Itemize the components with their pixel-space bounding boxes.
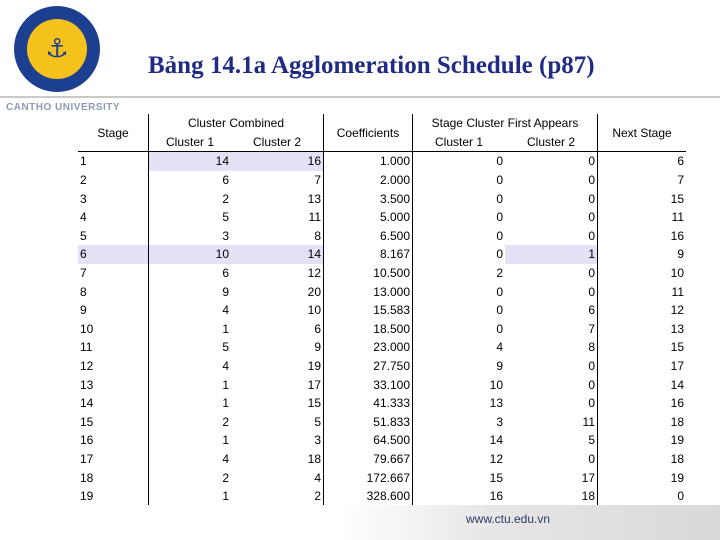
cell-fa-cluster-1: 9 [496, 359, 503, 374]
cell-fa-cluster-1: 0 [413, 152, 506, 171]
cell-cluster-2: 2 [231, 487, 324, 506]
cell-cluster-2: 18 [231, 450, 324, 469]
header-coefficients: Coefficients [324, 114, 413, 152]
header-cluster-combined: Cluster Combined [149, 114, 324, 133]
table-row [78, 189, 686, 208]
cell-fa-cluster-1: 0 [496, 228, 503, 243]
cell-fa-cluster-2: 0 [505, 450, 598, 469]
cell-next-stage: 6 [598, 152, 687, 171]
table-row [78, 171, 686, 190]
cell-coefficient: 10.500 [324, 264, 413, 283]
cell-cluster-2: 4 [231, 468, 324, 487]
table-row [78, 487, 686, 506]
cell-fa-cluster-1: 2 [496, 266, 503, 281]
cell-next-stage: 19 [670, 433, 684, 448]
cell-fa-cluster-1: 10 [489, 377, 503, 392]
cell-cluster-2: 20 [231, 282, 324, 301]
cell-fa-cluster-1: 4 [496, 340, 503, 355]
cell-coefficient: 27.750 [324, 357, 413, 376]
cell-coefficient: 8.167 [324, 245, 413, 264]
table-row [78, 301, 686, 320]
cell-fa-cluster-2: 0 [505, 357, 598, 376]
cell-coefficient: 3.500 [324, 189, 413, 208]
cell-fa-cluster-2: 1 [505, 245, 598, 264]
cell-coefficient: 6.500 [324, 227, 413, 246]
cell-next-stage: 19 [670, 470, 684, 485]
header-divider [0, 96, 720, 98]
cell-next-stage: 18 [670, 414, 684, 429]
cell-cluster-1: 6 [222, 173, 229, 188]
cell-cluster-2: 10 [231, 301, 324, 320]
cell-cluster-2: 15 [231, 394, 324, 413]
cell-next-stage: 7 [677, 173, 684, 188]
cell-cluster-1: 9 [222, 284, 229, 299]
cell-next-stage: 11 [671, 210, 684, 225]
cell-next-stage: 16 [670, 228, 684, 243]
cell-fa-cluster-1: 0 [496, 303, 503, 318]
cell-fa-cluster-2: 0 [505, 282, 598, 301]
cell-stage: 1 [78, 152, 149, 171]
cell-cluster-2: 14 [231, 245, 324, 264]
table-row [78, 245, 686, 264]
cell-fa-cluster-1: 14 [489, 433, 503, 448]
table-body [78, 152, 686, 506]
cell-cluster-2: 16 [231, 152, 324, 171]
cell-coefficient: 51.833 [324, 413, 413, 432]
cell-next-stage: 12 [670, 303, 684, 318]
cell-cluster-1: 4 [222, 303, 229, 318]
agglomeration-schedule-table [78, 114, 686, 505]
cell-fa-cluster-2: 7 [505, 320, 598, 339]
logo-emblem-icon: ⚓ [27, 19, 87, 79]
cell-cluster-2: 5 [231, 413, 324, 432]
cell-cluster-1: 5 [222, 210, 229, 225]
table-row [78, 450, 686, 469]
cell-fa-cluster-2: 11 [505, 413, 598, 432]
cell-fa-cluster-2: 0 [505, 394, 598, 413]
cell-cluster-2: 8 [231, 227, 324, 246]
cell-fa-cluster-2: 17 [505, 468, 598, 487]
cell-fa-cluster-2: 0 [505, 152, 598, 171]
cell-cluster-2: 9 [231, 338, 324, 357]
cell-cluster-1: 1 [222, 321, 229, 336]
university-name: CANTHO UNIVERSITY [6, 102, 121, 113]
footer-url: www.ctu.edu.vn [466, 512, 551, 526]
cell-cluster-2: 3 [231, 431, 324, 450]
cell-cluster-1: 2 [222, 414, 229, 429]
cell-stage: 15 [78, 413, 149, 432]
cell-cluster-2: 13 [231, 189, 324, 208]
cell-fa-cluster-2: 0 [505, 375, 598, 394]
cell-fa-cluster-1: 0 [496, 191, 503, 206]
cell-cluster-1: 14 [149, 152, 232, 171]
cell-fa-cluster-2: 0 [505, 189, 598, 208]
cell-fa-cluster-1: 16 [489, 489, 503, 504]
cell-stage: 14 [78, 394, 149, 413]
cell-fa-cluster-1: 13 [489, 396, 503, 411]
cell-fa-cluster-1: 0 [496, 173, 503, 188]
header-first-appears: Stage Cluster First Appears [413, 114, 598, 133]
cell-fa-cluster-1: 0 [496, 321, 503, 336]
cell-next-stage: 0 [677, 489, 684, 504]
cell-cluster-1: 5 [222, 340, 229, 355]
cell-fa-cluster-2: 0 [505, 208, 598, 227]
cell-cluster-1: 1 [222, 489, 229, 504]
table-row [78, 375, 686, 394]
cell-cluster-1: 4 [222, 359, 229, 374]
cell-fa-cluster-2: 5 [505, 431, 598, 450]
cell-coefficient: 79.667 [324, 450, 413, 469]
cell-stage: 7 [78, 264, 149, 283]
cell-stage: 18 [78, 468, 149, 487]
table-row [78, 320, 686, 339]
header-cluster-2: Cluster 2 [231, 133, 324, 152]
cell-stage: 2 [78, 171, 149, 190]
cell-next-stage: 17 [670, 359, 684, 374]
cell-cluster-2: 19 [231, 357, 324, 376]
cell-fa-cluster-2: 0 [505, 264, 598, 283]
cell-cluster-2: 7 [231, 171, 324, 190]
cell-next-stage: 11 [671, 284, 684, 299]
cell-cluster-2: 6 [231, 320, 324, 339]
cell-next-stage: 13 [670, 321, 684, 336]
cell-stage: 16 [78, 431, 149, 450]
cell-cluster-1: 2 [222, 470, 229, 485]
cell-coefficient: 64.500 [324, 431, 413, 450]
cell-fa-cluster-1: 3 [496, 414, 503, 429]
cell-coefficient: 2.000 [324, 171, 413, 190]
table-row [78, 394, 686, 413]
header-cluster-1: Cluster 1 [165, 134, 215, 149]
cell-coefficient: 5.000 [324, 208, 413, 227]
cell-next-stage: 18 [670, 451, 684, 466]
cell-stage: 8 [78, 282, 149, 301]
cell-cluster-1: 4 [222, 451, 229, 466]
cell-next-stage: 9 [677, 247, 684, 262]
cell-fa-cluster-2: 8 [505, 338, 598, 357]
cell-coefficient: 33.100 [324, 375, 413, 394]
cell-next-stage: 14 [670, 377, 684, 392]
table-row [78, 208, 686, 227]
cell-cluster-2: 17 [231, 375, 324, 394]
table-row [78, 264, 686, 283]
cell-cluster-1: 3 [222, 228, 229, 243]
cell-stage: 10 [78, 320, 149, 339]
cell-next-stage: 15 [670, 191, 684, 206]
cell-coefficient: 15.583 [324, 301, 413, 320]
header-stage: Stage [78, 114, 149, 152]
cell-coefficient: 328.600 [324, 487, 413, 506]
cell-next-stage: 16 [670, 396, 684, 411]
cell-cluster-1: 6 [222, 266, 229, 281]
slide-title: Bảng 14.1a Agglomeration Schedule (p87) [148, 52, 595, 79]
cell-fa-cluster-1: 0 [496, 210, 503, 225]
cell-stage: 9 [78, 301, 149, 320]
header-next-stage: Next Stage [612, 125, 672, 140]
cell-cluster-1: 1 [222, 377, 229, 392]
cell-coefficient: 13.000 [324, 282, 413, 301]
table-row [78, 468, 686, 487]
table-row [78, 227, 686, 246]
cell-cluster-1: 1 [222, 433, 229, 448]
cell-stage: 5 [78, 227, 149, 246]
cell-fa-cluster-2: 0 [505, 171, 598, 190]
cell-next-stage: 15 [670, 340, 684, 355]
cell-next-stage: 10 [670, 266, 684, 281]
cell-stage: 11 [78, 338, 149, 357]
cell-coefficient: 41.333 [324, 394, 413, 413]
cell-stage: 17 [78, 450, 149, 469]
cell-cluster-1: 2 [222, 191, 229, 206]
cell-fa-cluster-2: 0 [505, 227, 598, 246]
cell-coefficient: 23.000 [324, 338, 413, 357]
cell-cluster-1: 10 [149, 245, 232, 264]
table-row [78, 152, 686, 171]
cell-cluster-2: 12 [231, 264, 324, 283]
cell-fa-cluster-1: 0 [496, 284, 503, 299]
cell-stage: 19 [78, 487, 149, 506]
table-row [78, 431, 686, 450]
header-fa-cluster-2: Cluster 2 [505, 133, 598, 152]
cell-stage: 12 [78, 357, 149, 376]
cell-cluster-2: 11 [231, 208, 324, 227]
table-row [78, 357, 686, 376]
cell-coefficient: 172.667 [324, 468, 413, 487]
cell-fa-cluster-2: 18 [505, 487, 598, 506]
cell-cluster-1: 1 [222, 396, 229, 411]
cell-stage: 6 [78, 245, 149, 264]
header-fa-cluster-1: Cluster 1 [434, 134, 484, 149]
cell-coefficient: 1.000 [324, 152, 413, 171]
cell-coefficient: 18.500 [324, 320, 413, 339]
cell-fa-cluster-1: 15 [489, 470, 503, 485]
table-row [78, 338, 686, 357]
cell-fa-cluster-1: 0 [496, 247, 503, 262]
cell-stage: 13 [78, 375, 149, 394]
cell-fa-cluster-2: 6 [505, 301, 598, 320]
table-row [78, 413, 686, 432]
table-row [78, 282, 686, 301]
cell-stage: 4 [78, 208, 149, 227]
cell-fa-cluster-1: 12 [489, 451, 503, 466]
cell-stage: 3 [78, 189, 149, 208]
university-logo [14, 6, 100, 92]
